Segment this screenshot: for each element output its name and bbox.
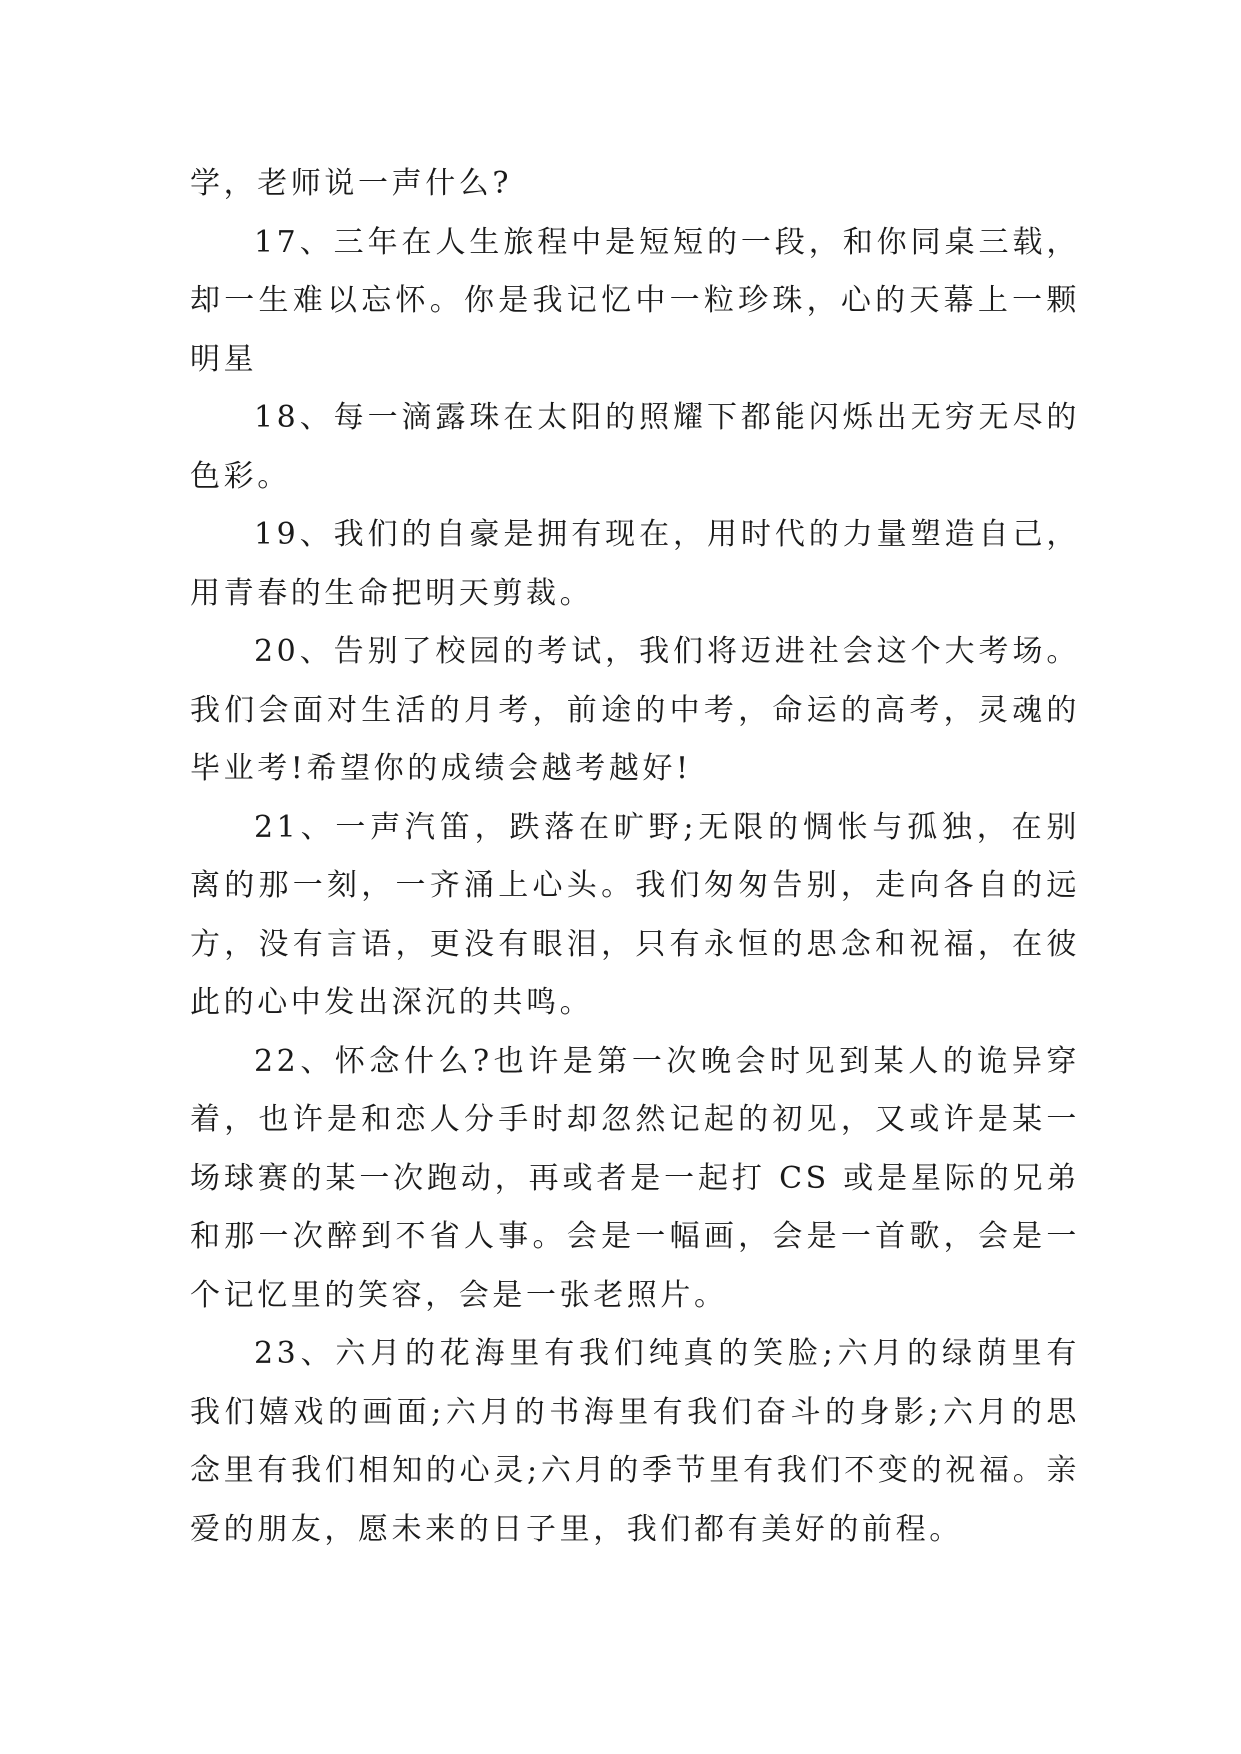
paragraph-22: 22、怀念什么?也许是第一次晚会时见到某人的诡异穿着，也许是和恋人分手时却忽然记起的初见，又或许是某一场球赛的某一次跑动，再或者是一起打 CS 或是星际的兄弟和那一次醉到不省人事。会是一幅画，会是一首歌，会是一个记忆里的笑容，会是一张老照片。 [190, 1043, 1080, 1313]
paragraph-17: 17、三年在人生旅程中是短短的一段，和你同桌三载，却一生难以忘怀。你是我记忆中一粒珍珠，心的天幕上一颗明星 [190, 224, 1080, 377]
paragraph-18: 18、每一滴露珠在太阳的照耀下都能闪烁出无穷无尽的色彩。 [190, 400, 1080, 494]
paragraph-21: 21、一声汽笛，跌落在旷野;无限的惆怅与孤独，在别离的那一刻，一齐涌上心头。我们匆匆告别，走向各自的远方，没有言语，更没有眼泪，只有永恒的思念和祝福，在彼此的心中发出深沉的共鸣。 [190, 809, 1080, 1020]
paragraph-23: 23、六月的花海里有我们纯真的笑脸;六月的绿荫里有我们嬉戏的画面;六月的书海里有我们奋斗的身影;六月的思念里有我们相知的心灵;六月的季节里有我们不变的祝福。亲爱的朋友，愿未来的日子里，我们都有美好的前程。 [190, 1336, 1080, 1547]
paragraph-20: 20、告别了校园的考试，我们将迈进社会这个大考场。我们会面对生活的月考，前途的中考，命运的高考，灵魂的毕业考!希望你的成绩会越考越好! [190, 634, 1080, 786]
document-page [190, 155, 1080, 1559]
paragraph-continuation: 学，老师说一声什么? [190, 166, 513, 201]
paragraph-19: 19、我们的自豪是拥有现在，用时代的力量塑造自己，用青春的生命把明天剪裁。 [190, 517, 1080, 611]
